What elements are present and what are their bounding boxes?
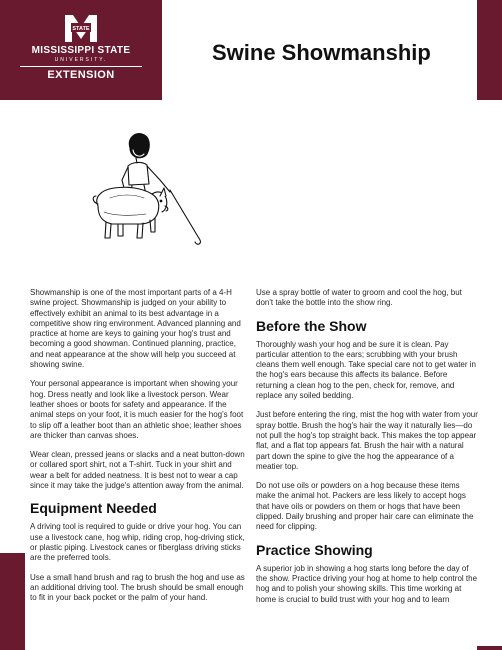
svg-text:STATE: STATE: [72, 26, 90, 32]
extension-logo: [0, 0, 162, 100]
header-accent-block: [477, 0, 502, 100]
footer-accent-block-right: [477, 646, 502, 650]
section-heading-equipment: Equipment Needed: [30, 500, 157, 517]
intro-paragraph-3: Wear clean, pressed jeans or slacks and a neat button-down or collared sport shirt, not a T-shirt. Tuck in your shirt and wear a belt for added neatness. It is best not to wear a cap since it may take the judge's attention away from the animal.: [30, 450, 245, 491]
university-m-icon: [62, 12, 100, 46]
equipment-paragraph-1: A driving tool is required to guide or drive your hog. You can use a livestock cane, hog whip, riding crop, hog-driving stick, or plastic piping. Livestock canes or fiberglass driving sticks are the preferred tools.: [30, 522, 245, 563]
before-show-paragraph-3: Do not use oils or powders on a hog because these items make the animal hot. Packers are less likely to accept hogs that have oils or powders on them or hogs that have been clipped. Daily brushing and proper hair care can eliminate the need for clipping.: [256, 481, 474, 532]
page-title: Swine Showmanship: [212, 40, 431, 65]
before-show-paragraph-2: Just before entering the ring, mist the hog with water from your spray bottle. Brush the hog's hair the way it naturally lies—do not pull the hog's top straight back. This makes the top appear flat, and a flat top appears fat. Brush the hair with a natural part down the spine to give the hog the appearance of a meatier top.: [256, 410, 478, 471]
section-heading-practice: Practice Showing: [256, 541, 373, 558]
footer-accent-block: [0, 553, 25, 650]
left-column: [30, 288, 248, 612]
logo-university-suffix: UNIVERSITY.: [54, 57, 108, 63]
section-heading-before-show: Before the Show: [256, 317, 367, 334]
logo-divider: [20, 66, 142, 67]
right-column: [256, 288, 478, 614]
equipment-paragraph-3: Use a spray bottle of water to groom and cool the hog, but don't take the bottle into the show ring.: [256, 288, 462, 308]
intro-paragraph-2: Your personal appearance is important when showing your hog. Dress neatly and look like a livestock person. Wear leather shoes or boots for safety and appearance. If the animal steps on your foot, it is much easier for the hog's foot to slip off a leather boot than an athletic shoe; leather shoes are thicker than canvas shoes.: [30, 379, 244, 440]
logo-university-name: MISSISSIPPI STATE: [31, 45, 131, 56]
logo-department: EXTENSION: [47, 69, 115, 81]
girl-showing-pig-illustration: [80, 128, 210, 250]
practice-paragraph-1: A superior job in showing a hog starts long before the day of the show. Practice driving your hog at home to help control the hog and to polish your showing skills. This time working at home is crucial to build trust with your hog and to learn: [256, 563, 478, 604]
equipment-paragraph-2: Use a small hand brush and rag to brush the hog and use as an additional driving tool. The brush should be small enough to fit in your back pocket or the palm of your hand.: [30, 572, 245, 603]
before-show-paragraph-1: Thoroughly wash your hog and be sure it is clean. Pay particular attention to the ears; scrubbing with your brush cleans them well enough. Take special care not to get water in the hog's ears because this affects its balance. Before returning a clean hog to the pen, check for, remove, and replace any soiled bedding.: [256, 339, 476, 401]
intro-paragraph-1: Showmanship is one of the most important parts of a 4-H swine project. Showmanship is judged on your ability to effectively exhibit an animal to its best advantage in a competitive show ring environment. Advanced planning and practice at home are keys to gaining your hog's trust and becoming a good showman. Continued planning, practice, and neat appearance at the show will help you succeed at showing swine.: [30, 288, 241, 370]
